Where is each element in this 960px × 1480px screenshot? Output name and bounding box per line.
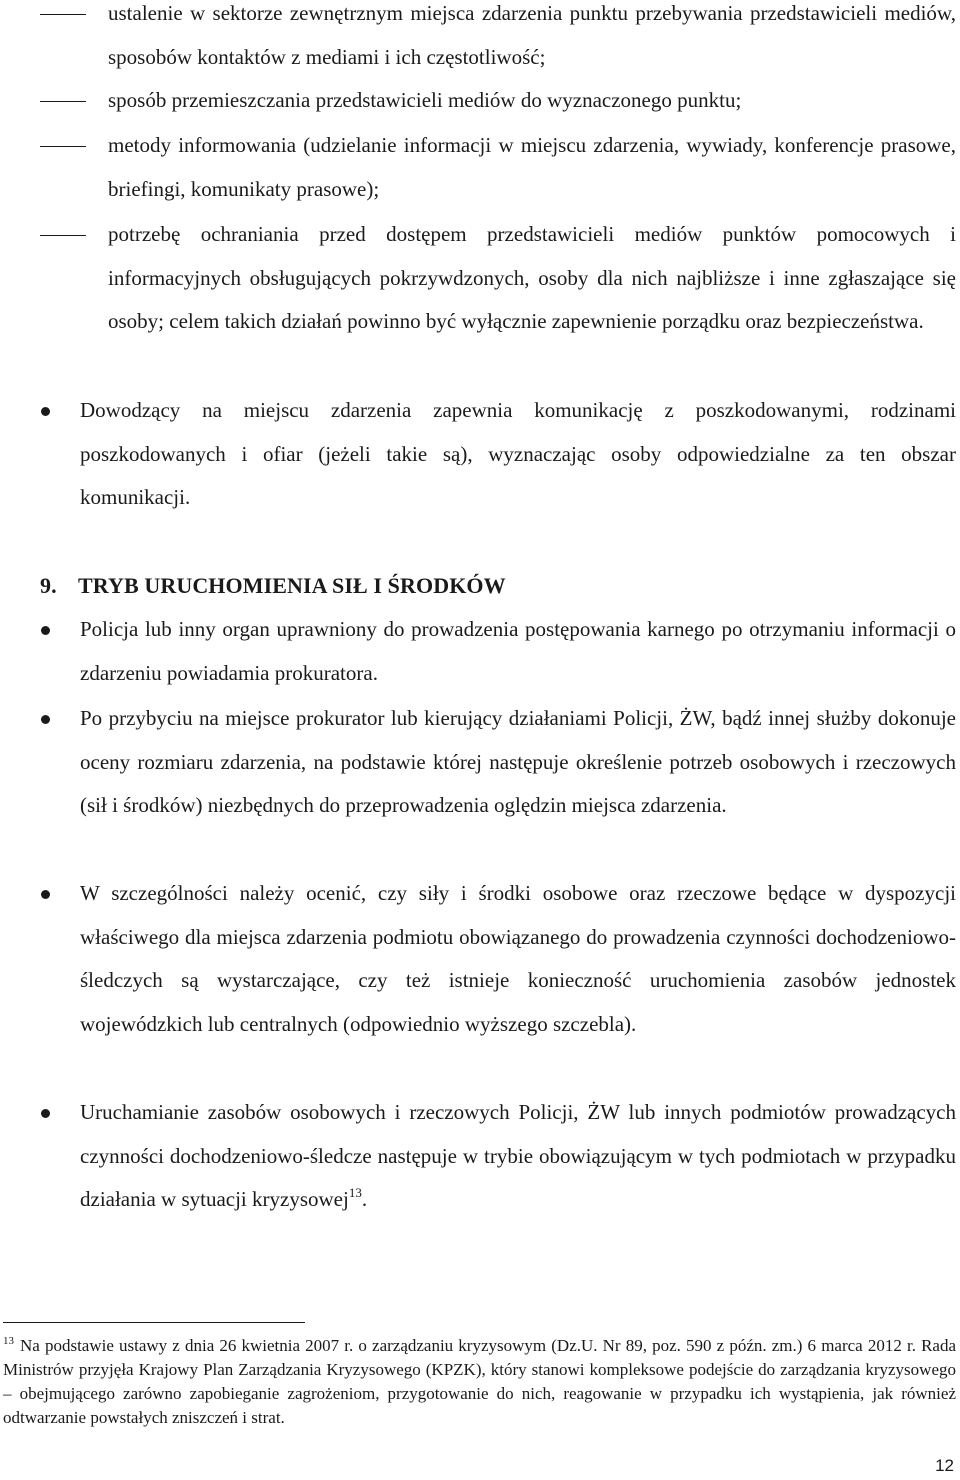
footnote-text: Na podstawie ustawy z dnia 26 kwietnia 2007 r. o zarządzaniu kryzysowym (Dz.U. Nr 89, poz. 590 z późn. zm.) 6 marca 2012 r. Rada Ministrów przyjęła Krajowy Plan Zarządzania Kryzysowego (KPZK), który stanowi kompleksowe podejście do zarządzania kryzysowego – obejmującego zarówno zapobieganie zagrożeniom, przygotowanie do nich, reagowanie w przypadku ich wystąpienia, jak również odtwarzanie powstałych zniszczeń i strat. — [3, 1336, 956, 1427]
dash-bullet — [40, 14, 86, 15]
list-item-text: W szczególności należy ocenić, czy siły i środki osobowe oraz rzeczowe będące w dyspozycji właściwego dla miejsca zdarzenia podmiotu obowiązanego do prowadzenia czynności dochodzeniowo-śledczych są wystarczające, czy też istnieje konieczność uruchomienia zasobów jednostek wojewódzkich lub centralnych (odpowiednio wyższego szczebla). — [80, 881, 956, 1036]
list-item-text: ustalenie w sektorze zewnętrznym miejsca zdarzenia punktu przebywania przedstawicieli mediów, sposobów kontaktów z mediami i ich częstotliwość; — [108, 1, 956, 69]
list-item-text: Policja lub inny organ uprawniony do prowadzenia postępowania karnego po otrzymaniu informacji o zdarzeniu powiadamia prokuratora. — [80, 617, 956, 685]
dash-bullet — [40, 101, 86, 102]
page-number: 12 — [935, 1456, 954, 1475]
bullet-icon — [41, 1109, 50, 1118]
section-title: TRYB URUCHOMIENIA SIŁ I ŚRODKÓW — [78, 573, 506, 598]
section-heading — [40, 568, 506, 604]
bullet-icon — [41, 715, 50, 724]
footnote — [3, 1334, 956, 1430]
dash-bullet — [40, 146, 86, 147]
list-item-text: Po przybyciu na miejsce prokurator lub kierujący działaniami Policji, ŻW, bądź innej służby dokonuje oceny rozmiaru zdarzenia, na podstawie której następuje określenie potrzeb osobowych i rzeczowych (sił i środków) niezbędnych do przeprowadzenia oględzin miejsca zdarzenia. — [80, 706, 956, 817]
footnote-separator — [3, 1322, 305, 1323]
section-number: 9. — [40, 573, 57, 598]
list-item-text: sposób przemieszczania przedstawicieli mediów do wyznaczonego punktu; — [108, 88, 742, 112]
bullet-icon — [41, 890, 50, 899]
bullet-icon — [41, 626, 50, 635]
list-item-text: potrzebę ochraniania przed dostępem przedstawicieli mediów punktów pomocowych i informacyjnych obsługujących pokrzywdzonych, osoby dla nich najbliższe i inne zgłaszające się osoby; celem takich działań powinno być wyłącznie zapewnienie porządku oraz bezpieczeństwa. — [108, 222, 956, 333]
bullet-icon — [41, 407, 50, 416]
footnote-reference[interactable]: 13 — [348, 1185, 362, 1200]
list-item-text: Uruchamianie zasobów osobowych i rzeczowych Policji, ŻW lub innych podmiotów prowadzących czynności dochodzeniowo-śledcze następuje w trybie obowiązującym w tych podmiotach w przypadku działania w sytuacji kryzysowej$^{13}$. — [80, 1100, 956, 1211]
list-item-text: metody informowania (udzielanie informacji w miejscu zdarzenia, wywiady, konferencje prasowe, briefingi, komunikaty prasowe); — [108, 133, 956, 201]
dash-bullet — [40, 235, 86, 236]
list-item-text: Dowodzący na miejscu zdarzenia zapewnia komunikację z poszkodowanymi, rodzinami poszkodowanych i ofiar (jeżeli takie są), wyznaczając osoby odpowiedzialne za ten obszar komunikacji. — [80, 398, 956, 509]
footnote-number: 13 — [3, 1335, 14, 1348]
